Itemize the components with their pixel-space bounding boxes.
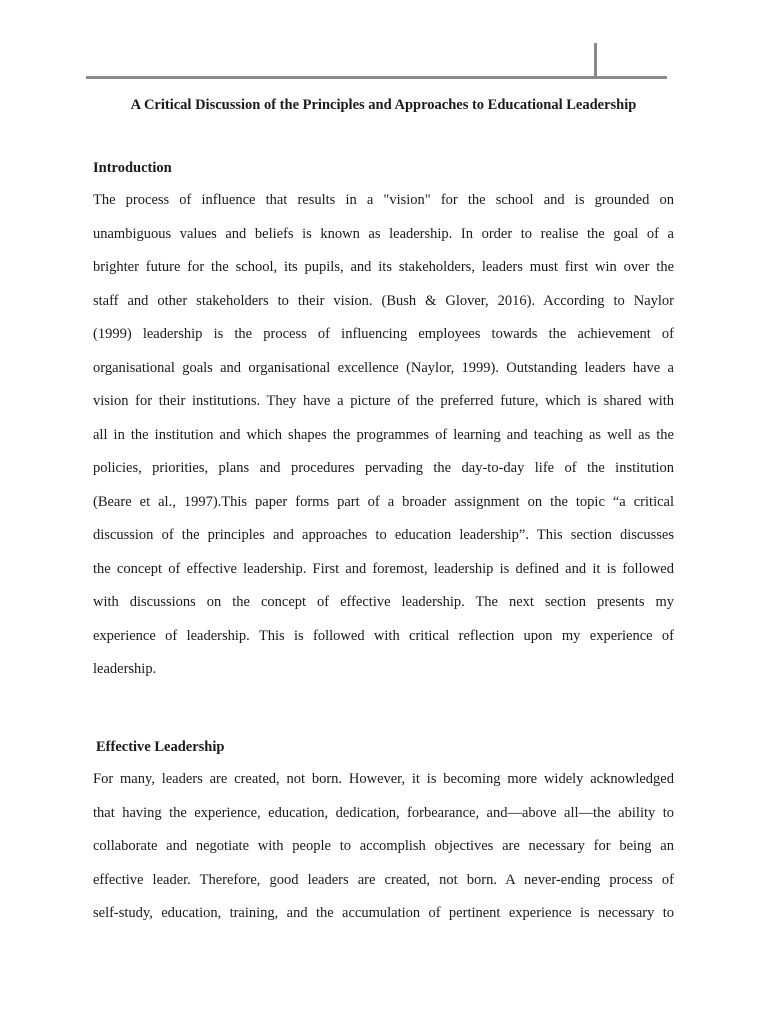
text-line: with discussions on the concept of effective leadership. The next section presents my xyxy=(93,594,674,610)
text-line: discussion of the principles and approaches to education leadership”. This section discusses xyxy=(93,527,674,543)
text-line: unambiguous values and beliefs is known as leadership. In order to realise the goal of a xyxy=(93,225,674,242)
text-line: self-study, education, training, and the accumulation of pertinent experience is necessary to xyxy=(93,905,674,921)
section-heading-introduction: Introduction xyxy=(93,160,172,176)
introduction-paragraph xyxy=(93,191,674,694)
text-line: The process of influence that results in a "vision" for the school and is grounded on xyxy=(93,192,674,208)
text-line: (Beare et al., 1997).This paper forms part of a broader assignment on the topic “a critical xyxy=(93,493,674,510)
text-line: experience of leadership. This is followed with critical reflection upon my experience of xyxy=(93,627,674,644)
text-line: collaborate and negotiate with people to accomplish objectives are necessary for being an xyxy=(93,838,674,854)
text-line: staff and other stakeholders to their vision. (Bush & Glover, 2016). According to Naylor xyxy=(93,292,674,309)
header-rule xyxy=(86,76,667,79)
text-line: brighter future for the school, its pupils, and its stakeholders, leaders must first win over the xyxy=(93,259,674,275)
effective-leadership-paragraph xyxy=(93,770,674,938)
header-tick xyxy=(594,43,597,77)
text-line: vision for their institutions. They have a picture of the preferred future, which is shared with xyxy=(93,393,674,409)
text-line: policies, priorities, plans and procedures pervading the day-to-day life of the institution xyxy=(93,460,674,476)
text-line: the concept of effective leadership. First and foremost, leadership is defined and it is followed xyxy=(93,560,674,577)
text-line: leadership. xyxy=(93,661,157,677)
text-line: that having the experience, education, dedication, forbearance, and—above all—the ability to xyxy=(93,804,674,821)
text-line: organisational goals and organisational excellence (Naylor, 1999). Outstanding leaders have a xyxy=(93,359,674,376)
text-line: For many, leaders are created, not born. However, it is becoming more widely acknowledged xyxy=(93,771,674,787)
text-line: all in the institution and which shapes the programmes of learning and teaching as well as the xyxy=(93,426,674,443)
section-heading-effective-leadership: Effective Leadership xyxy=(96,739,225,755)
document-title: A Critical Discussion of the Principles and Approaches to Educational Leadership xyxy=(130,97,637,113)
text-line: effective leader. Therefore, good leaders are created, not born. A never-ending process of xyxy=(93,871,674,888)
text-line: (1999) leadership is the process of influencing employees towards the achievement of xyxy=(93,326,674,342)
